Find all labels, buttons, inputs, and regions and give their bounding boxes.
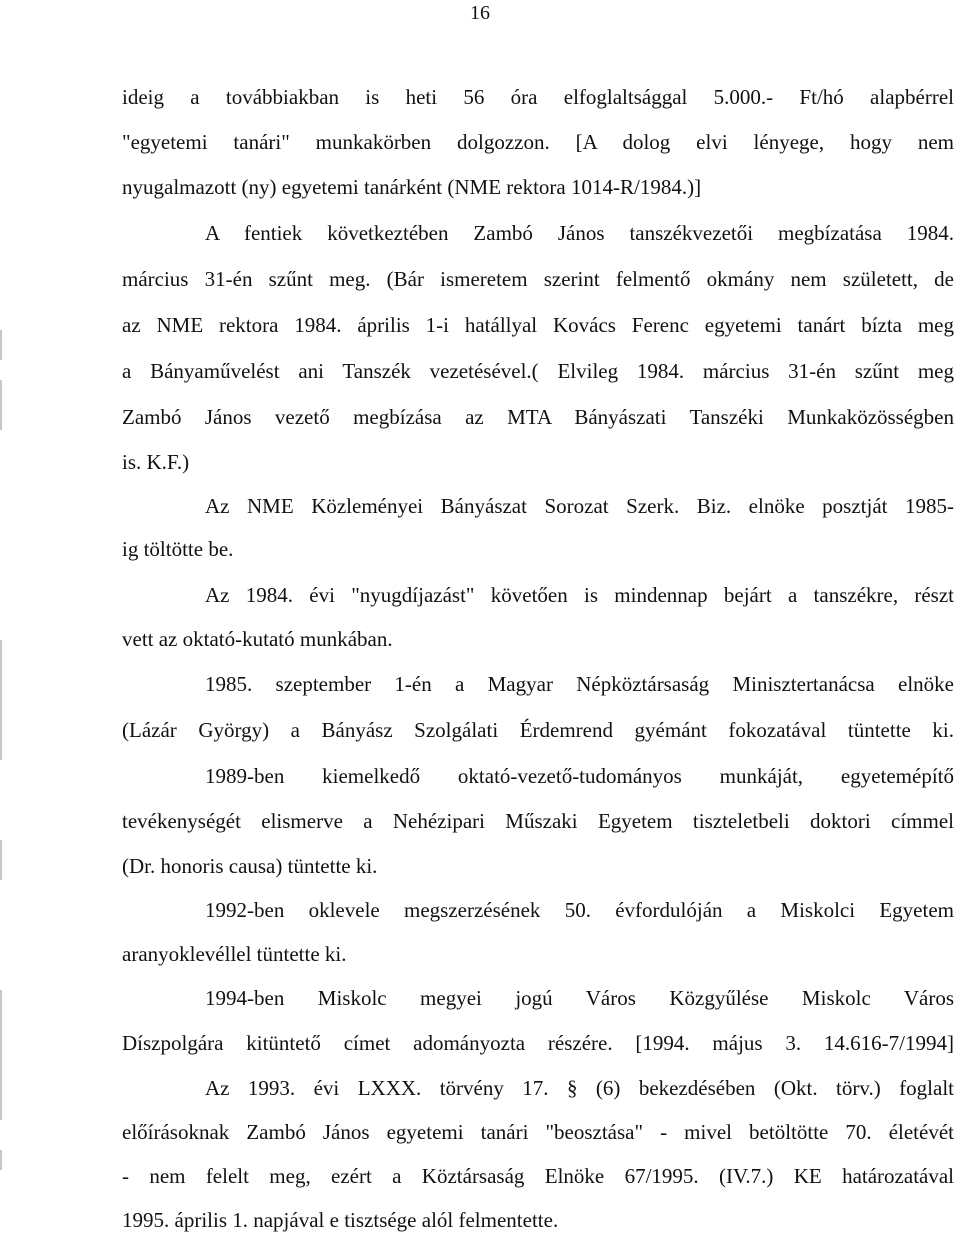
scan-margin-mark <box>0 330 2 360</box>
text-line: Az NME Közleményei Bányászat Sorozat Szerk. Biz. elnöke posztját 1985- <box>205 494 954 518</box>
text-line: ig töltötte be. <box>122 537 234 561</box>
text-line: "egyetemi tanári" munkakörben dolgozzon. [A dolog elvi lényege, hogy nem <box>122 130 954 154</box>
scan-margin-mark <box>0 1150 2 1170</box>
scan-margin-mark <box>0 640 2 760</box>
text-line: Díszpolgára kitüntető címet adományozta részére. [1994. május 3. 14.616-7/1994] <box>122 1031 954 1055</box>
text-line: az NME rektora 1984. április 1-i hatállyal Kovács Ferenc egyetemi tanárt bízta meg <box>122 313 954 337</box>
text-line: 1992-ben oklevele megszerzésének 50. évfordulóján a Miskolci Egyetem <box>205 898 954 922</box>
text-line: (Lázár György) a Bányász Szolgálati Érdemrend gyémánt fokozatával tüntette ki. <box>122 718 954 742</box>
text-line: (Dr. honoris causa) tüntette ki. <box>122 854 378 878</box>
text-line: Az 1993. évi LXXX. törvény 17. § (6) bekezdésében (Okt. törv.) foglalt <box>205 1076 954 1100</box>
text-line: tevékenységét elismerve a Nehézipari Műszaki Egyetem tiszteletbeli doktori címmel <box>122 809 954 833</box>
scan-margin-mark <box>0 380 2 430</box>
text-line: - nem felelt meg, ezért a Köztársaság Elnöke 67/1995. (IV.7.) KE határozatával <box>122 1164 954 1188</box>
text-line: 1989-ben kiemelkedő oktató-vezető-tudományos munkáját, egyetemépítő <box>205 764 954 788</box>
text-line: Az 1984. évi "nyugdíjazást" követően is mindennap bejárt a tanszékre, részt <box>205 583 954 607</box>
text-line: 1995. április 1. napjával e tisztsége alól felmentette. <box>122 1208 559 1232</box>
text-line: március 31-én szűnt meg. (Bár ismeretem szerint felmentő okmány nem született, de <box>122 267 954 291</box>
page-number: 16 <box>470 2 490 24</box>
text-line: aranyoklevéllel tüntette ki. <box>122 942 347 966</box>
text-line: a Bányaművelést ani Tanszék vezetésével.( Elvileg 1984. március 31-én szűnt meg <box>122 359 954 383</box>
text-line: is. K.F.) <box>122 450 190 474</box>
text-line: ideig a továbbiakban is heti 56 óra elfoglaltsággal 5.000.- Ft/hó alapbérrel <box>122 85 954 109</box>
scan-margin-mark <box>0 840 2 880</box>
text-line: Zambó János vezető megbízása az MTA Bányászati Tanszéki Munkaközösségben <box>122 405 954 429</box>
text-line: nyugalmazott (ny) egyetemi tanárként (NME rektora 1014-R/1984.)] <box>122 175 702 199</box>
text-line: A fentiek következtében Zambó János tanszékvezetői megbízatása 1984. <box>205 221 954 245</box>
text-line: 1985. szeptember 1-én a Magyar Népköztársaság Minisztertanácsa elnöke <box>205 672 954 696</box>
text-line: 1994-ben Miskolc megyei jogú Város Közgyűlése Miskolc Város <box>205 986 954 1010</box>
text-line: előírásoknak Zambó János egyetemi tanári "beosztása" - mivel betöltötte 70. életévét <box>122 1120 954 1144</box>
scan-margin-mark <box>0 990 2 1120</box>
text-line: vett az oktató-kutató munkában. <box>122 627 393 651</box>
